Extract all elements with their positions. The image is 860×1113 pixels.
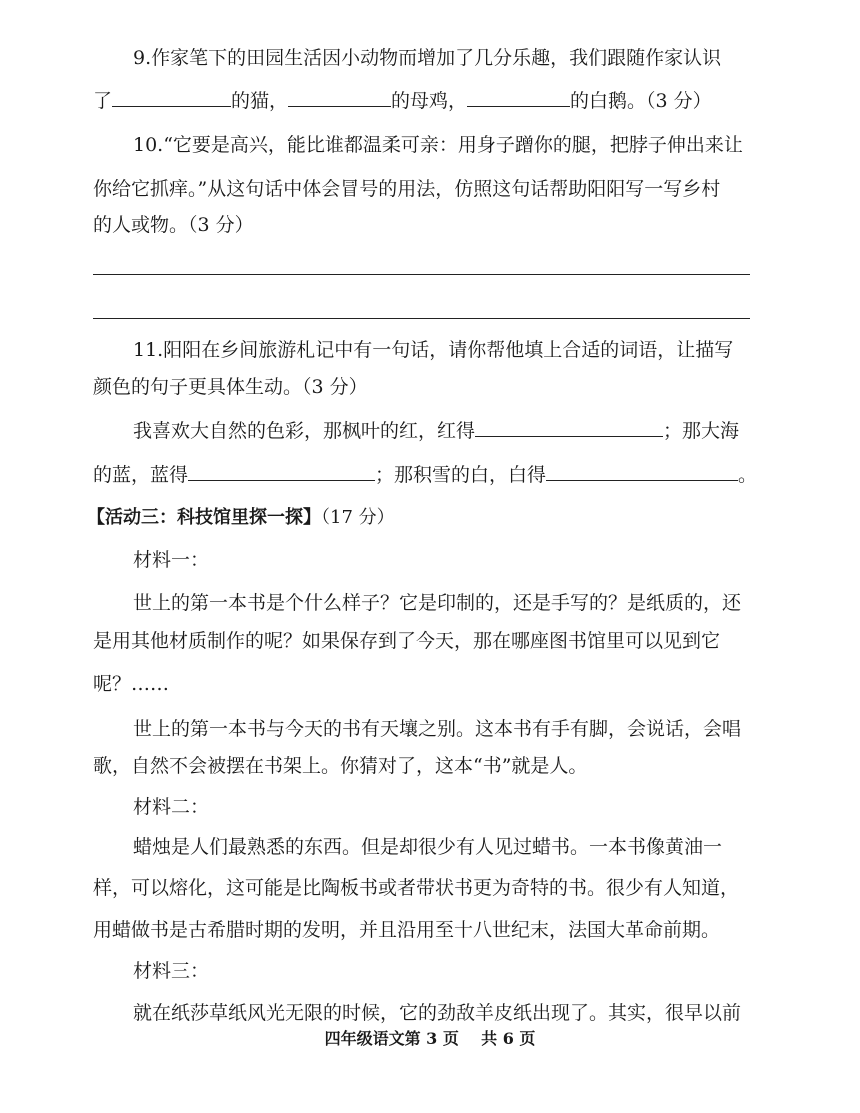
material2-line-2: 样，可以熔化，这可能是比陶板书或者带状书更为奇特的书。很少有人知道， bbox=[93, 877, 740, 899]
q11-fill-text-4: ；那积雪的白，白得 bbox=[375, 464, 547, 486]
material1-p2-line-2: 歌，自然不会被摆在书架上。你猜对了，这本“书”就是人。 bbox=[93, 755, 588, 777]
q9-text-4: 的白鹅。（3 分） bbox=[570, 90, 712, 112]
q9-blank-2[interactable] bbox=[288, 88, 391, 107]
material1-label: 材料一： bbox=[133, 549, 210, 571]
material1-p2-line-1: 世上的第一本书与今天的书有天壤之别。这本书有手有脚，会说话，会唱 bbox=[133, 718, 742, 740]
q9-blank-3[interactable] bbox=[467, 88, 570, 107]
q11-fill-text-1: 我喜欢大自然的色彩，那枫叶的红，红得 bbox=[133, 420, 476, 442]
q11-fill-text-5: 。 bbox=[738, 464, 758, 486]
activity3-score: （17 分） bbox=[321, 507, 395, 528]
page-footer: 四年级语文第 3 页 共 6 页 bbox=[324, 1029, 536, 1048]
q11-blank-blue[interactable] bbox=[188, 462, 375, 481]
material3-label: 材料三： bbox=[133, 960, 210, 982]
q11-fill-text-3: 的蓝，蓝得 bbox=[93, 464, 189, 486]
q11-blank-white[interactable] bbox=[546, 462, 738, 481]
q9-line-2 bbox=[93, 88, 712, 114]
material1-p1-line-3: 呢？…… bbox=[93, 673, 170, 695]
q10-line-3: 的人或物。（3 分） bbox=[93, 214, 254, 236]
q10-answer-line-1[interactable] bbox=[93, 274, 750, 275]
activity3-title: 【活动三：科技馆里探一探】 bbox=[87, 507, 321, 528]
material1-p1-line-2: 是用其他材质制作的呢？如果保存到了今天，那在哪座图书馆里可以见到它 bbox=[93, 630, 721, 652]
q9-text-1: 了 bbox=[93, 90, 113, 112]
material3-line-1: 就在纸莎草纸风光无限的时候，它的劲敌羊皮纸出现了。其实，很早以前 bbox=[133, 1002, 742, 1024]
activity3-heading bbox=[87, 505, 395, 531]
q11-blank-red[interactable] bbox=[475, 418, 663, 437]
q10-line-1: 10.“它要是高兴，能比谁都温柔可亲：用身子蹭你的腿，把脖子伸出来让 bbox=[133, 134, 743, 156]
q11-line-1: 11.阳阳在乡间旅游札记中有一句话，请你帮他填上合适的词语，让描写 bbox=[133, 339, 734, 361]
material2-label: 材料二： bbox=[133, 796, 210, 818]
q11-fill-text-2: ；那大海 bbox=[663, 420, 740, 442]
q9-blank-1[interactable] bbox=[112, 88, 231, 107]
q11-fill-line-2 bbox=[93, 462, 757, 488]
q10-answer-line-2[interactable] bbox=[93, 318, 750, 319]
q11-line-2: 颜色的句子更具体生动。（3 分） bbox=[93, 376, 368, 398]
q9-text-3: 的母鸡， bbox=[391, 90, 468, 112]
q11-fill-line-1 bbox=[133, 418, 739, 444]
q9-text-2: 的猫， bbox=[231, 90, 289, 112]
material2-line-1: 蜡烛是人们最熟悉的东西。但是却很少有人见过蜡书。一本书像黄油一 bbox=[133, 836, 723, 858]
material1-p1-line-1: 世上的第一本书是个什么样子？它是印制的，还是手写的？是纸质的，还 bbox=[133, 592, 742, 614]
q10-line-2: 你给它抓痒。”从这句话中体会冒号的用法，仿照这句话帮助阳阳写一写乡村 bbox=[93, 178, 721, 200]
q9-line-1: 9.作家笔下的田园生活因小动物而增加了几分乐趣，我们跟随作家认识 bbox=[133, 47, 722, 69]
material2-line-3: 用蜡做书是古希腊时期的发明，并且沿用至十八世纪末，法国大革命前期。 bbox=[93, 919, 721, 941]
